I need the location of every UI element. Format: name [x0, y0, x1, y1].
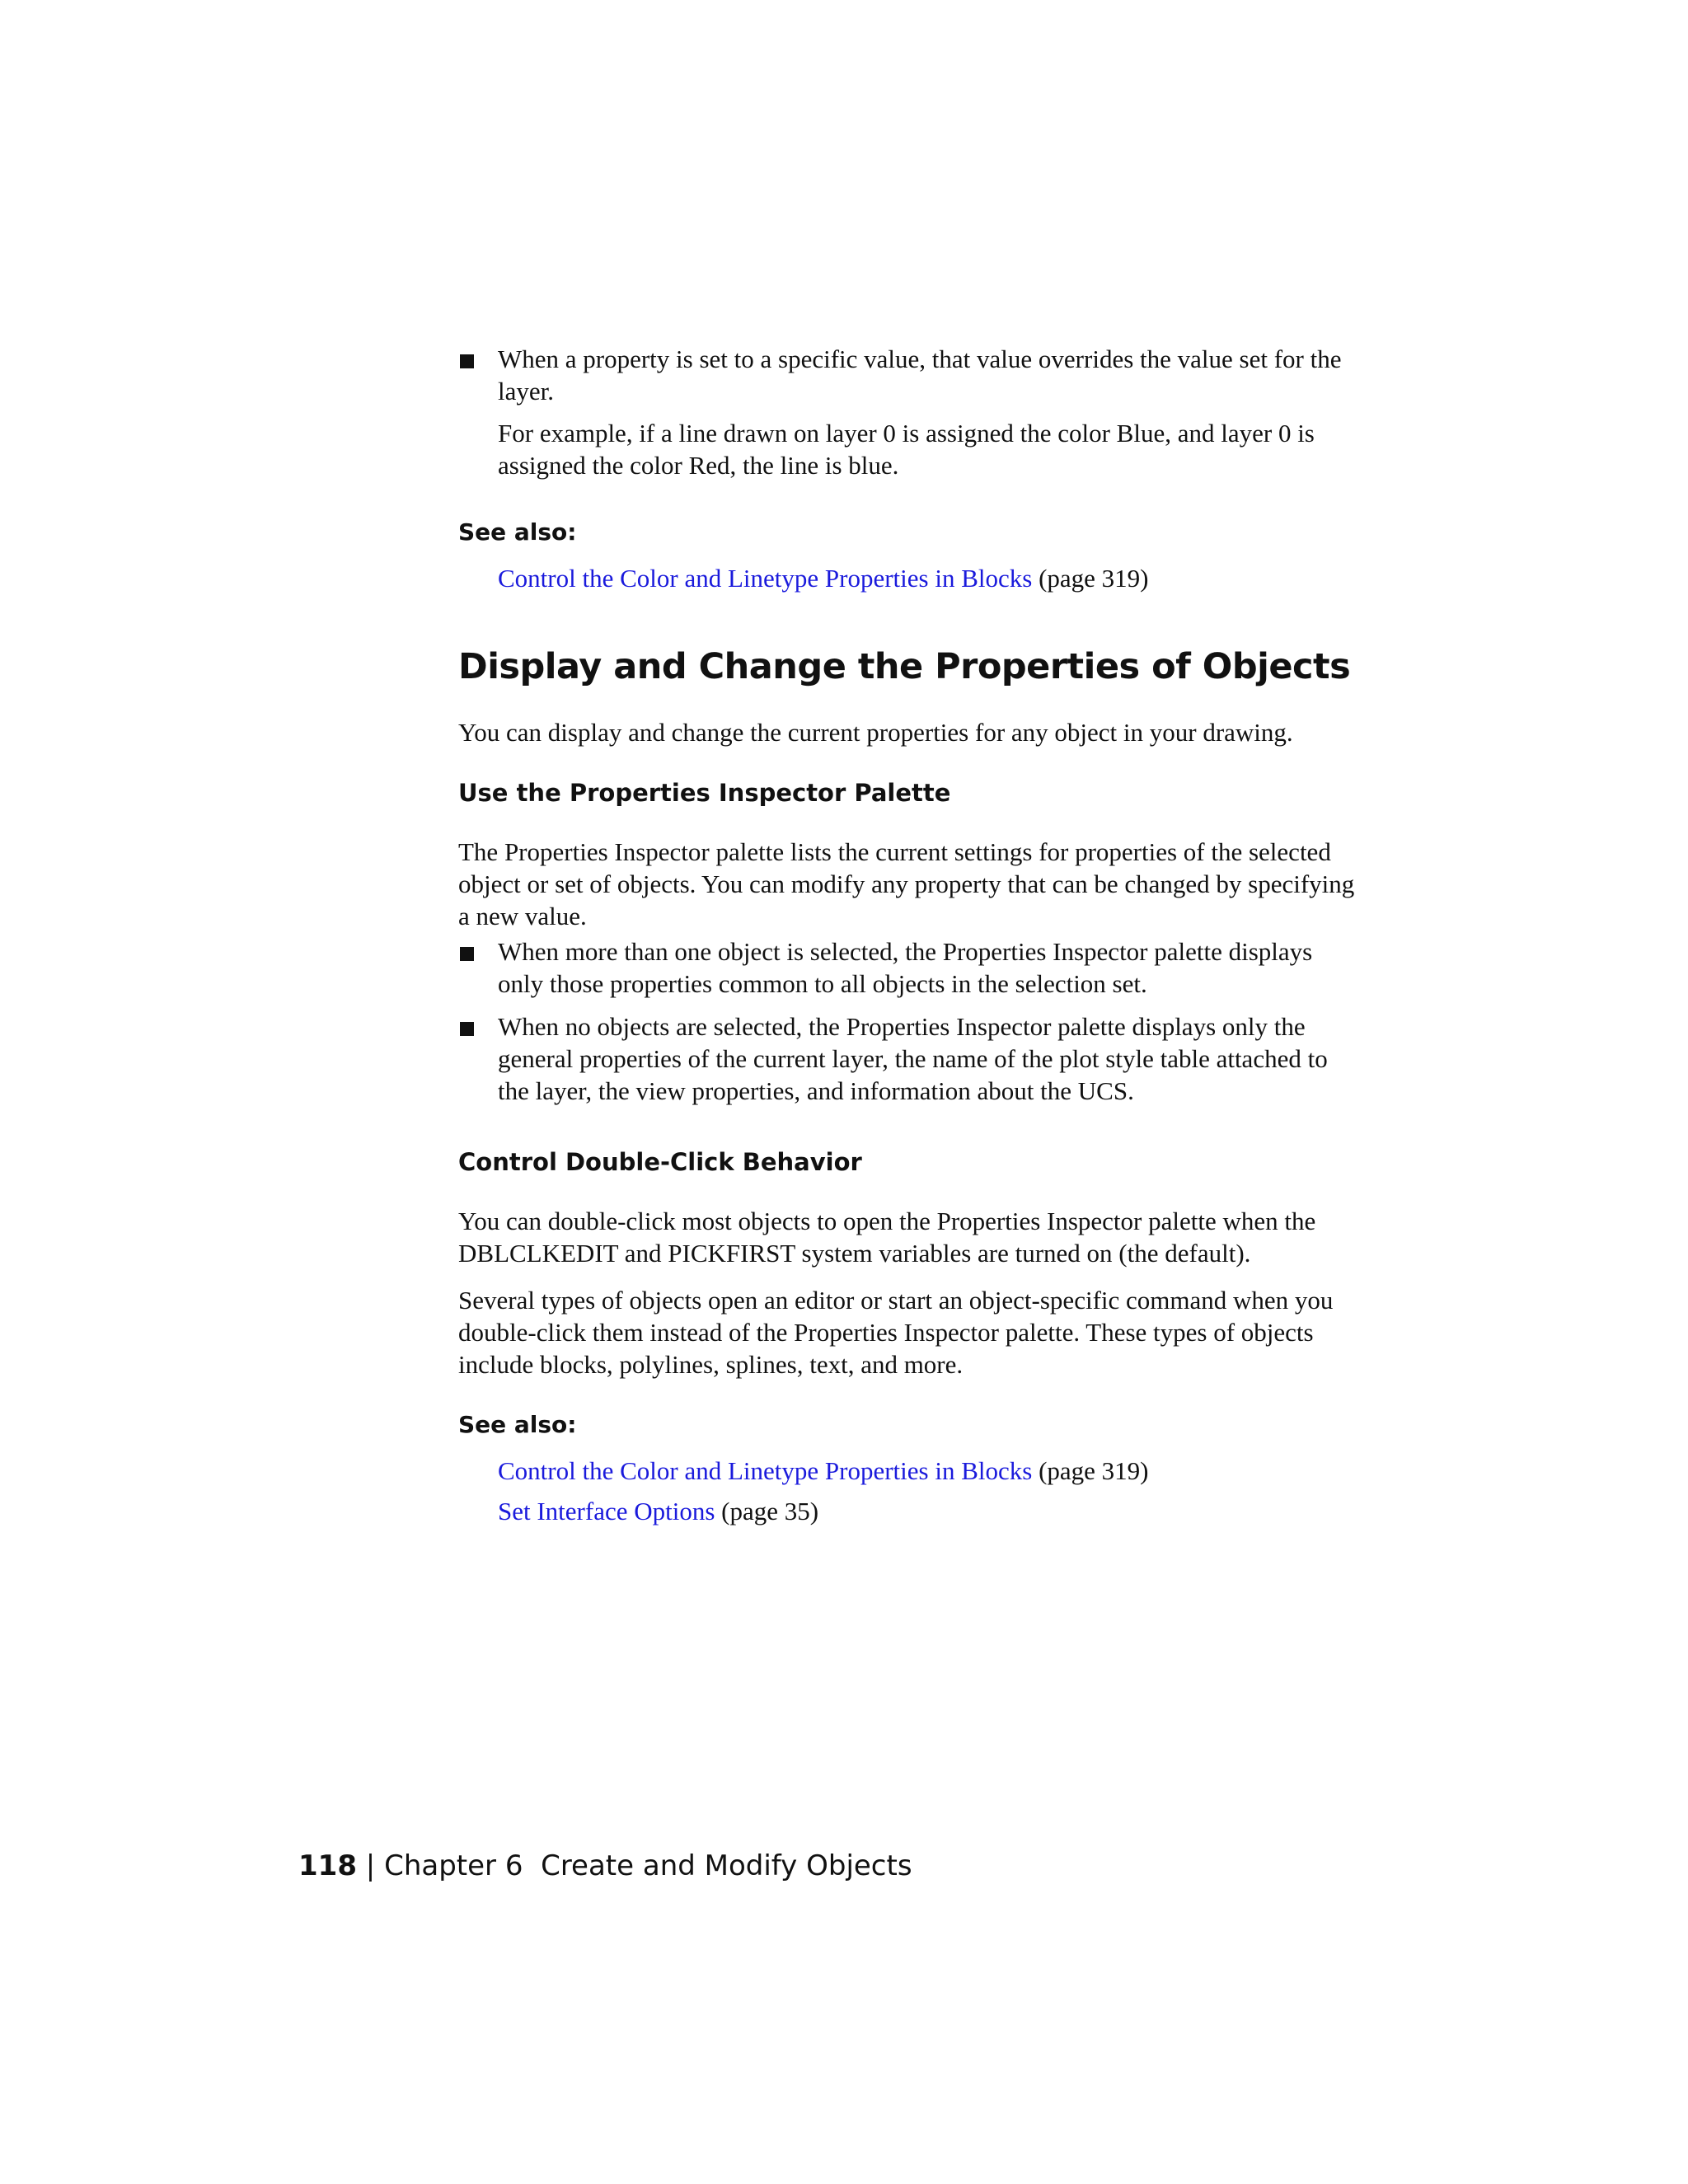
paragraph: Several types of objects open an editor or start an object-specific command when you double-click them instead of the Properties Inspector palette. These types of objects include blocks, polylines, splines, text, and more. — [458, 1286, 1334, 1379]
page-content — [458, 343, 1357, 1527]
page-reference: (page 319) — [1039, 564, 1149, 593]
square-bullet-icon — [460, 1022, 474, 1036]
cross-reference-link[interactable]: Control the Color and Linetype Properties in Blocks — [498, 564, 1033, 593]
list-item — [458, 343, 1357, 407]
list-item — [458, 935, 1357, 1000]
paragraph: You can double-click most objects to open the Properties Inspector palette when the DBLCLKEDIT and PICKFIRST system variables are turned on (the default). — [458, 1207, 1316, 1268]
section-title: Display and Change the Properties of Objects — [458, 646, 1351, 687]
footer-separator: | — [365, 1849, 376, 1882]
bullet-text: When no objects are selected, the Properties Inspector palette displays only the general properties of the current layer, the name of the plot style table attached to the layer, the view properties, and information about the UCS. — [498, 1012, 1328, 1105]
page-number: 118 — [298, 1849, 357, 1882]
cross-reference-link[interactable]: Set Interface Options — [498, 1497, 715, 1526]
page-footer — [298, 1849, 912, 1882]
paragraph: The Properties Inspector palette lists the current settings for properties of the selected object or set of objects. You can modify any property that can be changed by specifying a new value. — [458, 837, 1355, 930]
cross-reference-link[interactable]: Control the Color and Linetype Properties in Blocks — [498, 1456, 1033, 1485]
see-also-label: See also: — [458, 518, 577, 546]
bullet-text: When more than one object is selected, the Properties Inspector palette displays only those properties common to all objects in the selection set. — [498, 937, 1313, 998]
square-bullet-icon — [460, 354, 474, 368]
subsection-title: Control Double-Click Behavior — [458, 1148, 862, 1176]
footer-chapter-title: Create and Modify Objects — [541, 1849, 912, 1882]
square-bullet-icon — [460, 947, 474, 961]
subsection-title: Use the Properties Inspector Palette — [458, 779, 951, 807]
example-text: For example, if a line drawn on layer 0 is assigned the color Blue, and layer 0 is assigned the color Red, the line is blue. — [498, 419, 1315, 480]
page-reference: (page 35) — [721, 1497, 819, 1526]
see-also-entry — [458, 1495, 1357, 1527]
bullet-text: When a property is set to a specific value, that value overrides the value set for the layer. — [498, 344, 1342, 405]
see-also-label: See also: — [458, 1411, 577, 1438]
list-item — [458, 1010, 1357, 1107]
section-intro: You can display and change the current properties for any object in your drawing. — [458, 718, 1293, 747]
see-also-entry — [458, 562, 1357, 594]
page-reference: (page 319) — [1039, 1456, 1149, 1485]
footer-chapter: Chapter 6 — [384, 1849, 523, 1882]
see-also-entry — [458, 1455, 1357, 1487]
